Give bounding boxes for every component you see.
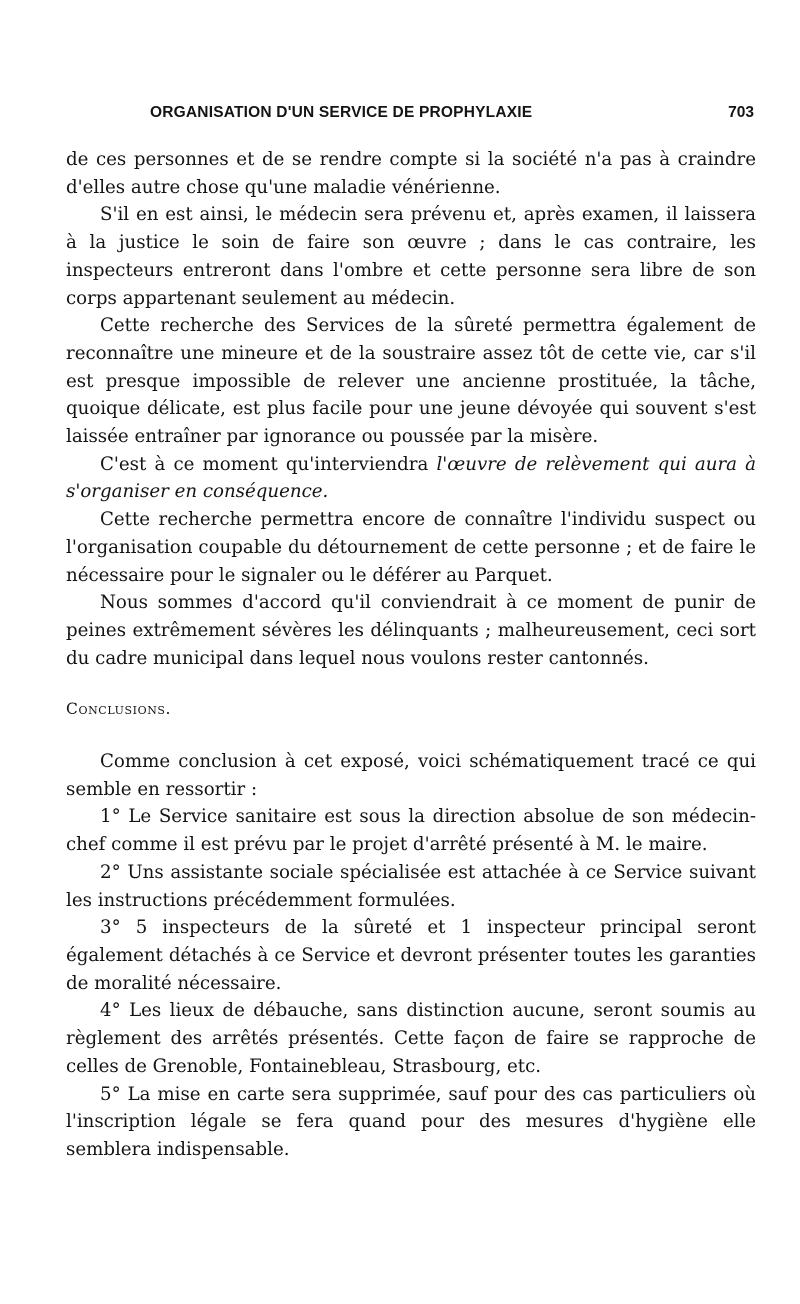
paragraph: Nous sommes d'accord qu'il conviendrait à ce moment de punir de peines extrêmement sévères les délinquants ; malheureusement, ceci sort du cadre municipal dans lequel nous voulons rester cantonnés. bbox=[66, 592, 756, 669]
body-text bbox=[66, 146, 756, 1164]
conclusion-item: 3° 5 inspecteurs de la sûreté et 1 inspecteur principal seront également détachés à ce Service et devront présenter toutes les garanties de moralité nécessaire. bbox=[66, 917, 756, 994]
paragraph-with-emphasis bbox=[66, 451, 756, 506]
paragraph-continued: de ces personnes et de se rendre compte si la société n'a pas à craindre d'elles autre chose qu'une maladie vénérienne. bbox=[66, 149, 756, 198]
running-header bbox=[66, 104, 756, 130]
conclusion-item: 4° Les lieux de débauche, sans distinction aucune, seront soumis au règlement des arrêtés présentés. Cette façon de faire se rapproche de celles de Grenoble, Fontainebleau, Strasbourg, etc. bbox=[66, 1000, 756, 1077]
page-number: 703 bbox=[728, 104, 754, 121]
conclusion-item: 1° Le Service sanitaire est sous la direction absolue de son médecin-chef comme il est prévu par le projet d'arrêté présenté à M. le maire. bbox=[66, 806, 756, 856]
emphasized-text: l'œuvre de relèvement qui aura à s'organiser en conséquence. bbox=[66, 453, 756, 503]
paragraph: Cette recherche des Services de la sûreté permettra également de reconnaître une mineure et de la soustraire assez tôt de cette vie, car s'il est presque impossible de relever une ancienne prostituée, la tâche, quoique délicate, est plus facile pour une jeune dévoyée qui souvent s'est laissée entraîner par ignorance ou poussée par la misère. bbox=[66, 315, 756, 448]
conclusion-item: 5° La mise en carte sera supprimée, sauf pour des cas particuliers où l'inscription légale se fera quand pour des mesures d'hygiène elle semblera indispensable. bbox=[66, 1083, 756, 1160]
conclusions-intro: Comme conclusion à cet exposé, voici schématiquement tracé ce qui semble en ressortir : bbox=[66, 751, 756, 800]
section-heading: Conclusions. bbox=[66, 700, 172, 719]
paragraph: S'il en est ainsi, le médecin sera prévenu et, après examen, il laissera à la justice le soin de faire son œuvre ; dans le cas contraire, les inspecteurs entreront dans l'ombre et cette personne sera libre de son corps appartenant seulement au médecin. bbox=[66, 204, 756, 309]
paragraph: Cette recherche permettra encore de connaître l'individu suspect ou l'organisation coupable du détournement de cette personne ; et de faire le nécessaire pour le signaler ou le déférer au Parquet. bbox=[66, 509, 756, 586]
running-title: ORGANISATION D'UN SERVICE DE PROPHYLAXIE bbox=[150, 104, 533, 121]
paragraph-lead-text: C'est à ce moment qu'interviendra bbox=[100, 453, 437, 475]
conclusion-item: 2° Uns assistante sociale spécialisée est attachée à ce Service suivant les instructions précédemment formulées. bbox=[66, 861, 756, 911]
